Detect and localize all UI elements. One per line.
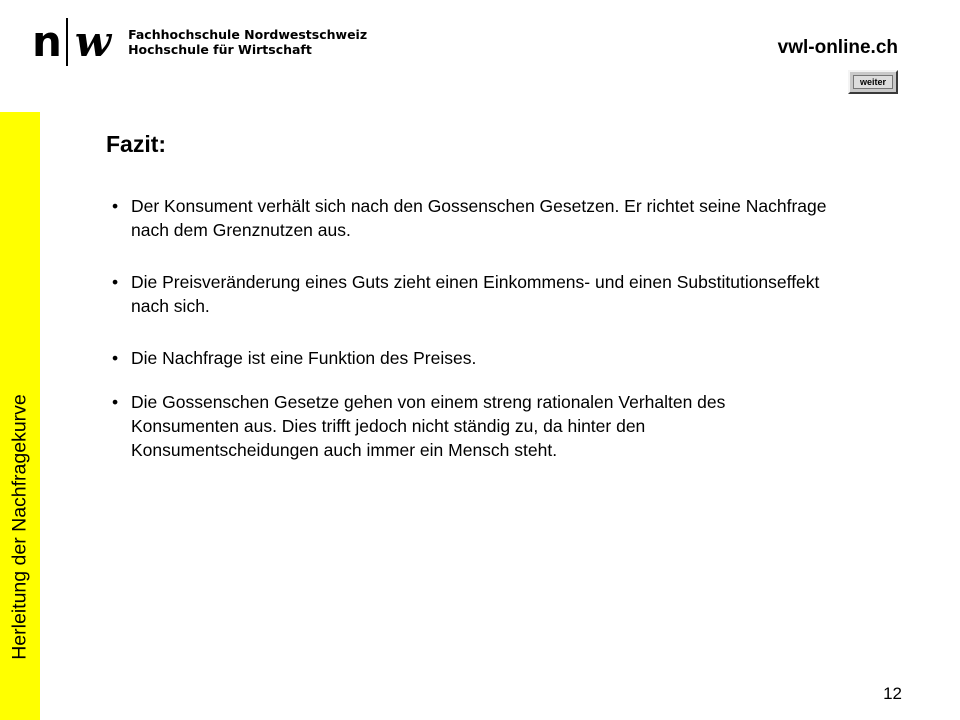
school-name-line2: Hochschule für Wirtschaft xyxy=(128,42,312,57)
bullet-text: Der Konsument verhält sich nach den Gossenschen Gesetzen. Er richtet seine Nachfrage nach dem Grenznutzen aus. xyxy=(131,196,827,240)
bullet-dot: • xyxy=(112,348,119,368)
bullet-dot: • xyxy=(112,392,119,412)
slide-title: Fazit: xyxy=(106,131,167,157)
bullet-text: Die Gossenschen Gesetze gehen von einem streng rationalen Verhalten des Konsumenten aus. Dies trifft jedoch nicht ständig zu, da hinter den Konsumentscheidungen auch immer ein Mensch steht. xyxy=(131,392,726,460)
bullet-list xyxy=(112,194,832,462)
sidebar-label: Herleitung der Nachfragekurve xyxy=(8,394,31,660)
fhnw-logo-mark xyxy=(32,18,110,66)
weiter-button[interactable] xyxy=(848,70,898,94)
bullet-dot: • xyxy=(112,272,119,292)
bullet-text: Die Nachfrage ist eine Funktion des Preises. xyxy=(131,348,477,368)
bullet-item xyxy=(112,346,832,370)
bullet-dot: • xyxy=(112,196,119,216)
logo-letter-w: w xyxy=(74,17,111,66)
bullet-item xyxy=(112,390,832,462)
logo-letter-n: n xyxy=(32,17,61,66)
fhnw-logo xyxy=(32,18,367,66)
school-name-line1: Fachhochschule Nordwestschweiz xyxy=(128,27,368,42)
bullet-text: Die Preisveränderung eines Guts zieht einen Einkommens- und einen Substitutionseffekt nach sich. xyxy=(131,272,820,316)
bullet-item xyxy=(112,194,832,242)
school-name xyxy=(128,27,367,57)
page-number: 12 xyxy=(883,684,902,703)
weiter-button-label: weiter xyxy=(853,75,893,89)
sidebar-bar xyxy=(0,112,40,720)
logo-divider xyxy=(66,18,68,66)
bullet-item xyxy=(112,270,832,318)
site-name: vwl-online.ch xyxy=(777,37,898,58)
